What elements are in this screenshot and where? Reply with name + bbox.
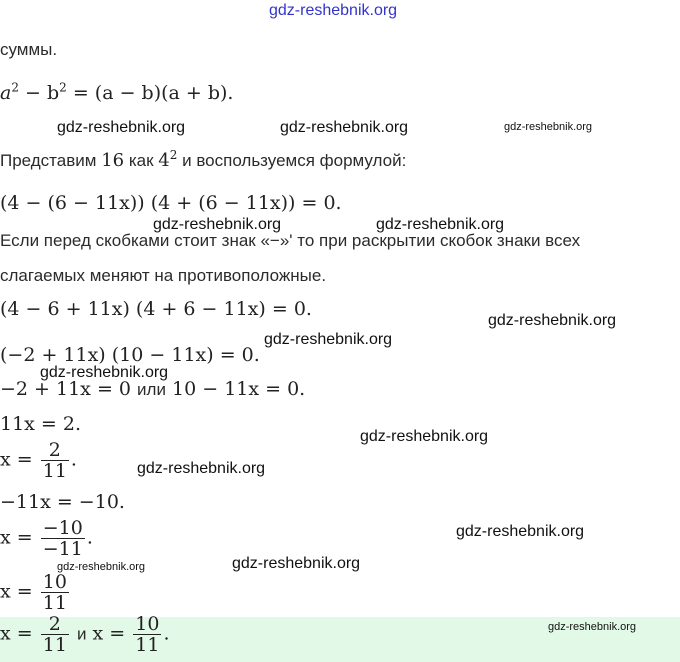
equation-5: 11x = 2. [0,413,82,435]
watermark: gdz-reshebnik.org [488,312,617,329]
text-sums: суммы. [0,40,58,59]
fraction: $\frac{2}{11}$ [42,439,67,482]
watermark: gdz-reshebnik.org [57,561,146,573]
formula-rhs: = (a − b)(a + b). [72,82,234,104]
watermark: gdz-reshebnik.org [153,216,282,233]
equation-4 [0,378,305,400]
equation-4b: 10 − 11x = 0. [172,378,306,400]
solution-1: x = $\frac{2}{11}$ . [0,439,77,482]
exp-2: 2 [11,80,19,95]
solution-3 [0,572,71,613]
fraction: $\frac{2}{11}$ [42,613,67,656]
text-represent-b: как [128,151,154,170]
answer-lhs-1: x = [0,622,33,645]
number-16: 16 [101,150,125,171]
text-represent-a: Представим [0,151,97,170]
watermark: gdz-reshebnik.org [57,119,186,136]
watermark: gdz-reshebnik.org [360,428,489,445]
equation-3: (−2 + 11x) (10 − 11x) = 0. [0,344,260,366]
solution-1-lhs: x = [0,448,33,471]
fraction: $\frac{-10}{-11}$ [42,517,83,560]
watermark: gdz-reshebnik.org [280,119,409,136]
solution-3-lhs: x = [0,580,33,603]
minus-b: − b [25,82,60,104]
formula-difference-of-squares [0,82,233,104]
watermark: gdz-reshebnik.org [456,523,585,540]
power-4: $4^2$ [158,148,178,171]
watermark: gdz-reshebnik.org [40,364,169,381]
exp-2b: 2 [59,80,67,95]
fraction: $\frac{10}{11}$ [135,613,160,656]
watermark-top: gdz-reshebnik.org [269,2,398,19]
equation-4a: −2 + 11x = 0 [0,378,131,400]
equation-2: (4 − 6 + 11x) (4 + 6 − 11x) = 0. [0,298,312,320]
text-and: и [76,624,87,644]
watermark: gdz-reshebnik.org [232,555,361,572]
var-a: a [0,82,12,104]
solution-2-lhs: x = [0,526,33,549]
text-represent-c: и воспользуемся формулой: [182,151,407,170]
answer-lhs-2: x = [92,622,126,645]
watermark: gdz-reshebnik.org [548,621,637,633]
fraction: $\frac{10}{11}$ [42,571,67,614]
answer: x = $\frac{2}{11}$ и x = $\frac{10}{11}$ . [0,613,170,656]
watermark: gdz-reshebnik.org [376,216,505,233]
watermark: gdz-reshebnik.org [504,121,593,133]
solution-2: x = $\frac{-10}{-11}$ . [0,517,93,560]
text-sign-rule-2: слагаемых меняют на противоположные. [0,266,327,285]
text-represent [0,150,406,171]
equation-1: (4 − (6 − 11x)) (4 + (6 − 11x)) = 0. [0,192,342,214]
watermark: gdz-reshebnik.org [137,460,266,477]
watermark: gdz-reshebnik.org [264,331,393,348]
text-sign-rule: Если перед скобками стоит знак «−»' то при раскрытии скобок знаки всех [0,231,581,250]
equation-6: −11x = −10. [0,491,125,513]
text-or: или [137,380,166,399]
